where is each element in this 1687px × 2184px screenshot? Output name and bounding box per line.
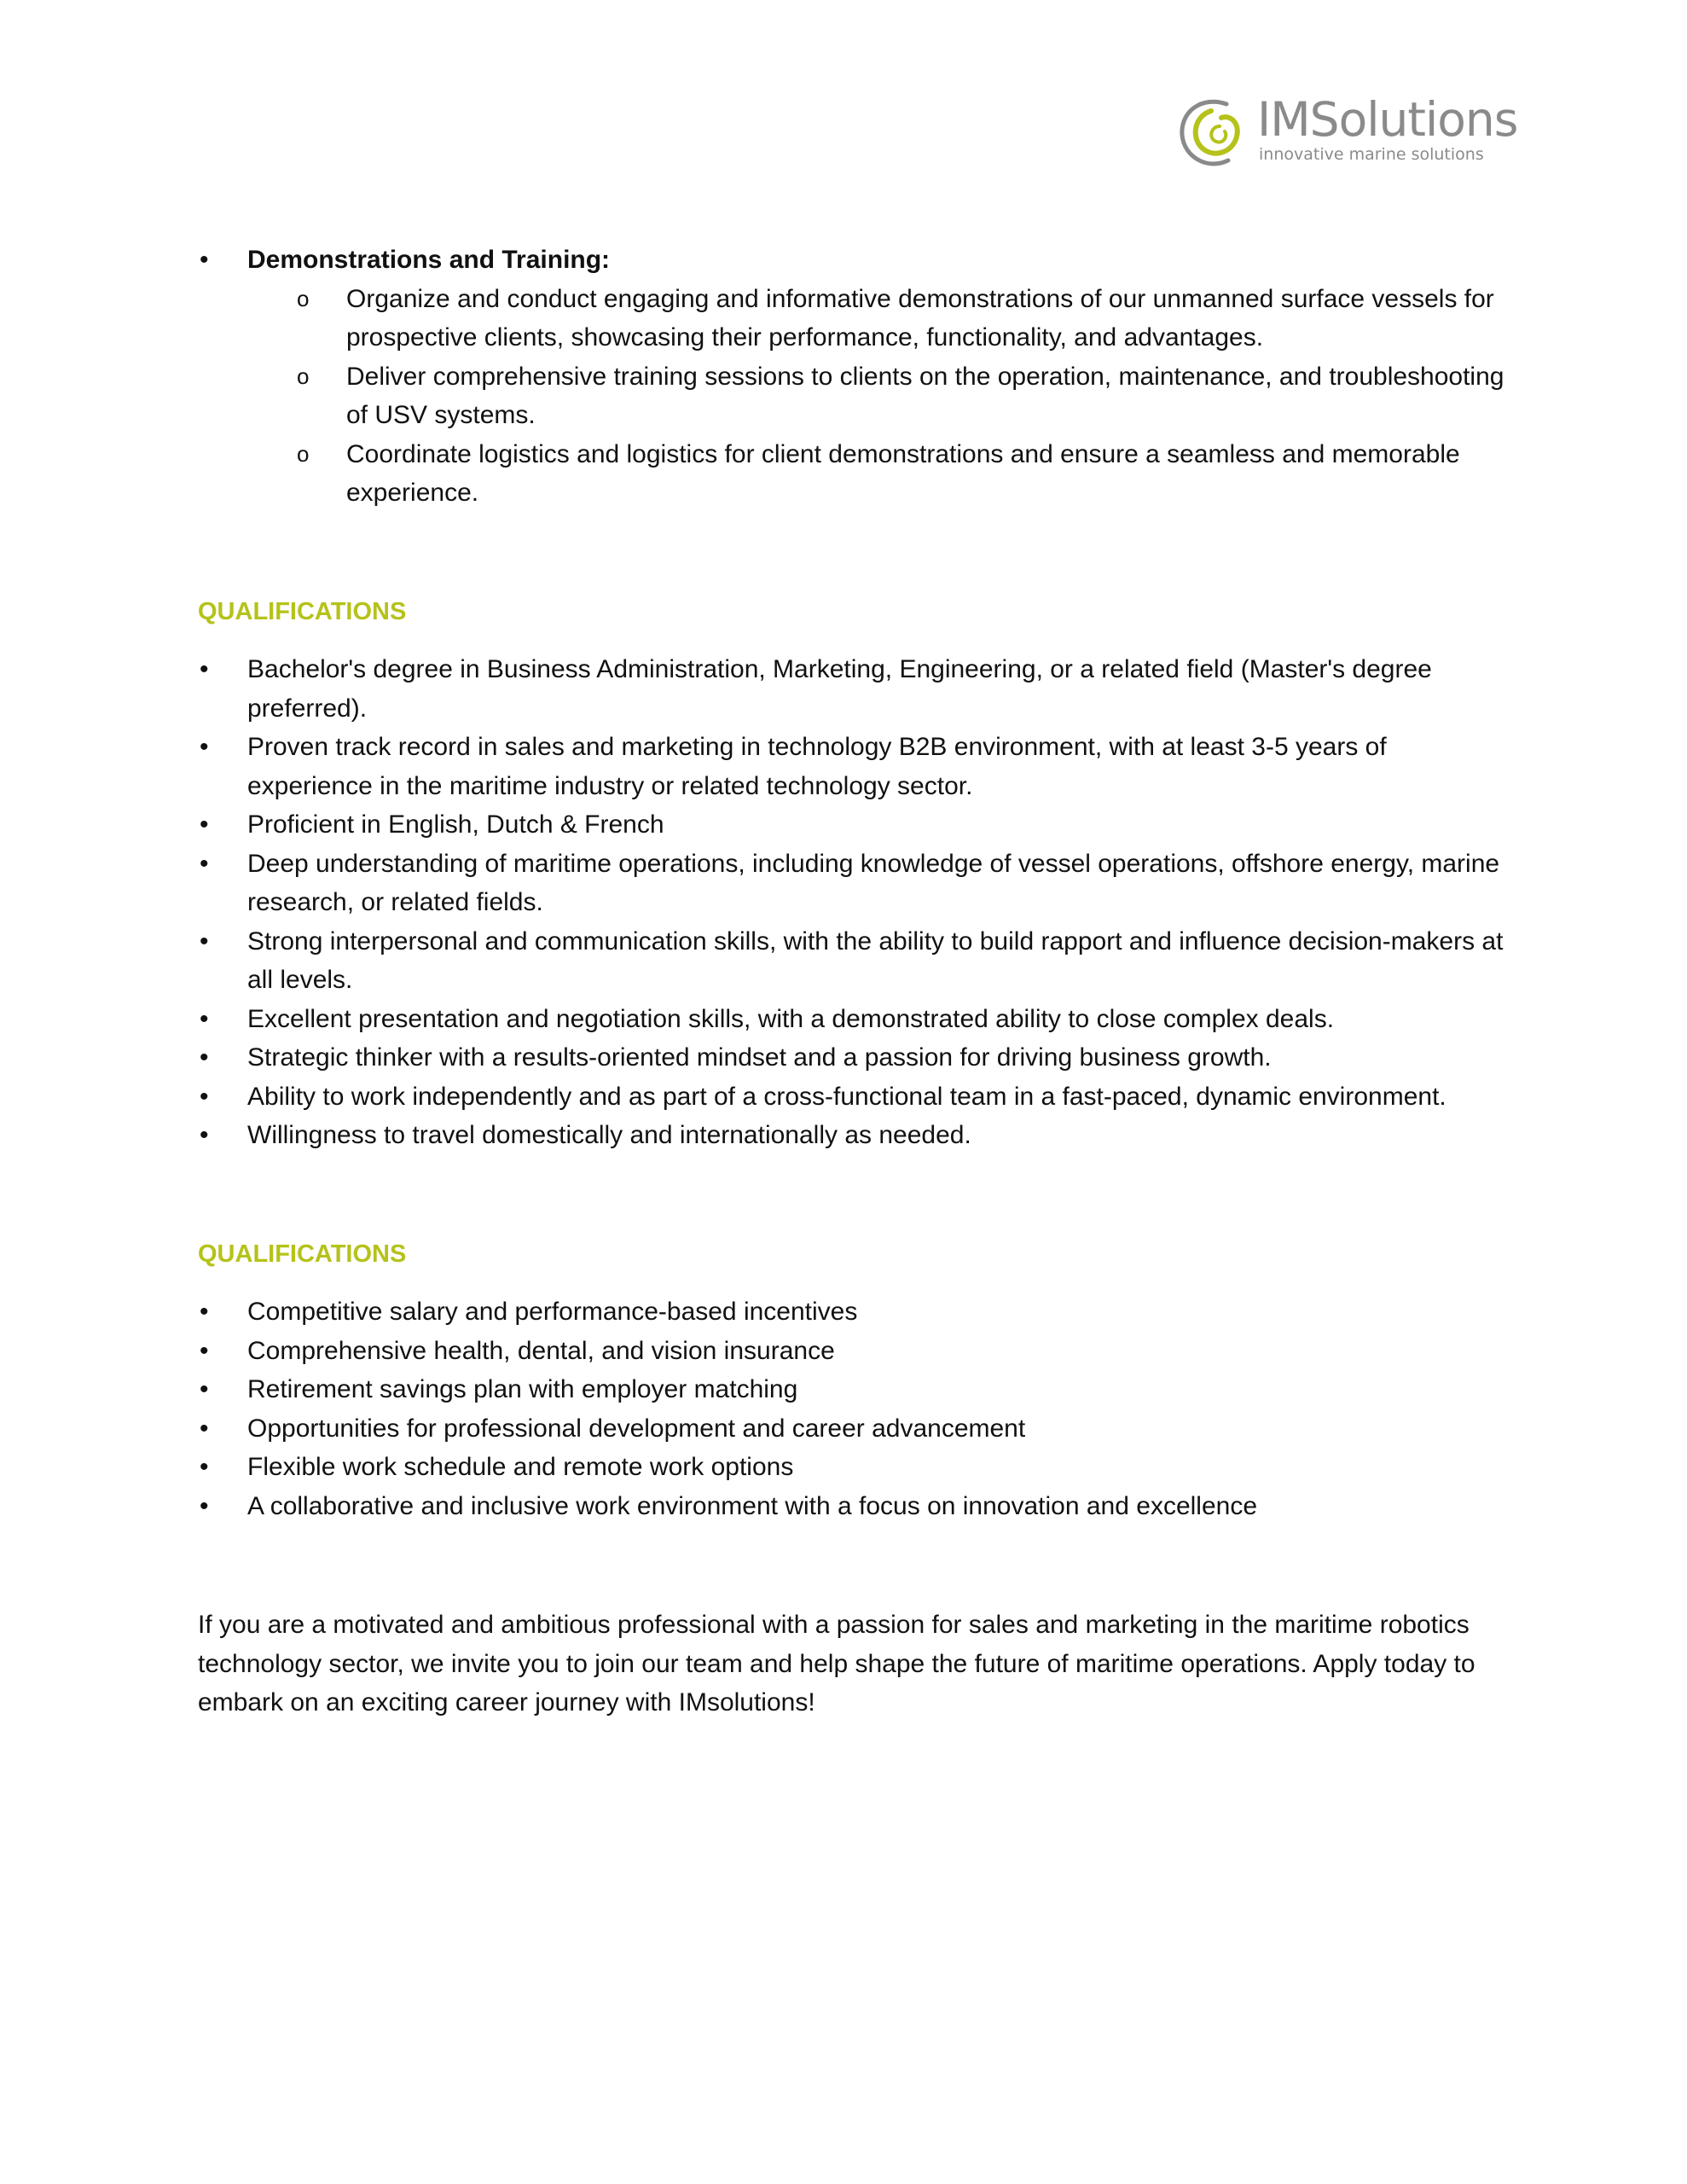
sub-list-item (198, 357, 1511, 435)
list-item (198, 1370, 1511, 1409)
list-item (198, 728, 1511, 805)
logo-tagline: innovative marine solutions (1259, 145, 1484, 164)
benefits-heading: QUALIFICATIONS (198, 1240, 407, 1268)
list-item-text: Bachelor's degree in Business Administration, Marketing, Engineering, or a related field (Master's degree preferred). (247, 655, 1432, 723)
list-item (198, 1409, 1511, 1449)
list-item-text: Comprehensive health, dental, and vision insurance (247, 1336, 835, 1365)
bullet-icon: • (200, 1004, 209, 1033)
sub-list-text: Organize and conduct engaging and informative demonstrations of our unmanned surface vessels for prospective clients, showcasing their performance, functionality, and advantages. (346, 284, 1494, 351)
list-item-text: Competitive salary and performance-based incentives (247, 1298, 858, 1326)
company-logo (1177, 92, 1518, 177)
benefits-list (198, 1292, 1511, 1525)
sub-bullet-icon: o (297, 440, 310, 467)
bullet-icon: • (200, 1298, 209, 1326)
bullet-icon: • (200, 1375, 209, 1403)
bullet-icon: • (200, 733, 209, 761)
list-item (198, 805, 1511, 845)
qualifications-list (198, 650, 1511, 1155)
qualifications-heading: QUALIFICATIONS (198, 597, 407, 625)
section-demonstrations (198, 241, 1511, 513)
bullet-icon: • (200, 1414, 209, 1443)
list-item (198, 1000, 1511, 1039)
list-item (198, 1077, 1511, 1117)
sub-list-item (198, 435, 1511, 513)
bullet-icon: • (200, 1491, 209, 1520)
bullet-icon: • (200, 926, 209, 956)
bullet-icon: • (200, 1043, 209, 1072)
section-heading: Demonstrations and Training: (247, 246, 611, 274)
document-body (198, 241, 1511, 1722)
bullet-icon: • (200, 1121, 209, 1149)
list-item (198, 922, 1511, 1000)
sub-bullet-icon: o (297, 363, 310, 389)
list-item-text: Strong interpersonal and communication skills, with the ability to build rapport and influence decision-makers at all levels. (247, 926, 1504, 994)
bullet-icon: • (200, 655, 209, 683)
list-item (198, 650, 1511, 728)
list-item-text: Retirement savings plan with employer matching (247, 1375, 798, 1403)
list-item (198, 845, 1511, 922)
swirl-logo-icon (1177, 92, 1254, 173)
sub-bullet-icon: o (297, 285, 310, 311)
list-item (198, 1116, 1511, 1155)
bullet-icon: • (200, 849, 209, 878)
list-item-text: Strategic thinker with a results-oriented mindset and a passion for driving business growth. (247, 1043, 1272, 1072)
list-item-text: Flexible work schedule and remote work options (247, 1453, 794, 1481)
sub-list-text: Deliver comprehensive training sessions to clients on the operation, maintenance, and troubleshooting of USV systems. (346, 362, 1504, 429)
closing-paragraph: If you are a motivated and ambitious professional with a passion for sales and marketing in the maritime robotics technology sector, we invite you to join our team and help shape the future of maritime operations. Apply today to embark on an exciting career journey with IMsolutions! (198, 1611, 1475, 1716)
bullet-icon: • (200, 1082, 209, 1111)
sub-list-text: Coordinate logistics and logistics for client demonstrations and ensure a seamless and memorable experience. (346, 439, 1460, 507)
sub-list (198, 280, 1511, 513)
list-item-text: Opportunities for professional development and career advancement (247, 1414, 1026, 1443)
list-item (198, 241, 1511, 280)
list-item-text: Willingness to travel domestically and internationally as needed. (247, 1121, 971, 1149)
bullet-icon: • (200, 810, 209, 839)
list-item-text: Proficient in English, Dutch & French (247, 810, 664, 839)
list-item (198, 1448, 1511, 1487)
list-item-text: Ability to work independently and as part of a cross-functional team in a fast-paced, dynamic environment. (247, 1082, 1446, 1111)
list-item-text: Excellent presentation and negotiation skills, with a demonstrated ability to close complex deals. (247, 1004, 1335, 1033)
logo-wordmark: IMSolutions (1257, 92, 1518, 147)
bullet-icon: • (200, 1453, 209, 1481)
sub-list-item (198, 280, 1511, 357)
bullet-icon: • (200, 1336, 209, 1365)
list-item (198, 1487, 1511, 1526)
list-item (198, 1292, 1511, 1332)
list-item-text: Proven track record in sales and marketing in technology B2B environment, with at least 3-5 years of experience in the maritime industry or related technology sector. (247, 733, 1387, 800)
bullet-icon: • (200, 246, 209, 274)
list-item-text: A collaborative and inclusive work environment with a focus on innovation and excellence (247, 1491, 1258, 1520)
list-item (198, 1038, 1511, 1077)
list-item (198, 1332, 1511, 1371)
list-item-text: Deep understanding of maritime operations, including knowledge of vessel operations, offshore energy, marine research, or related fields. (247, 849, 1500, 916)
